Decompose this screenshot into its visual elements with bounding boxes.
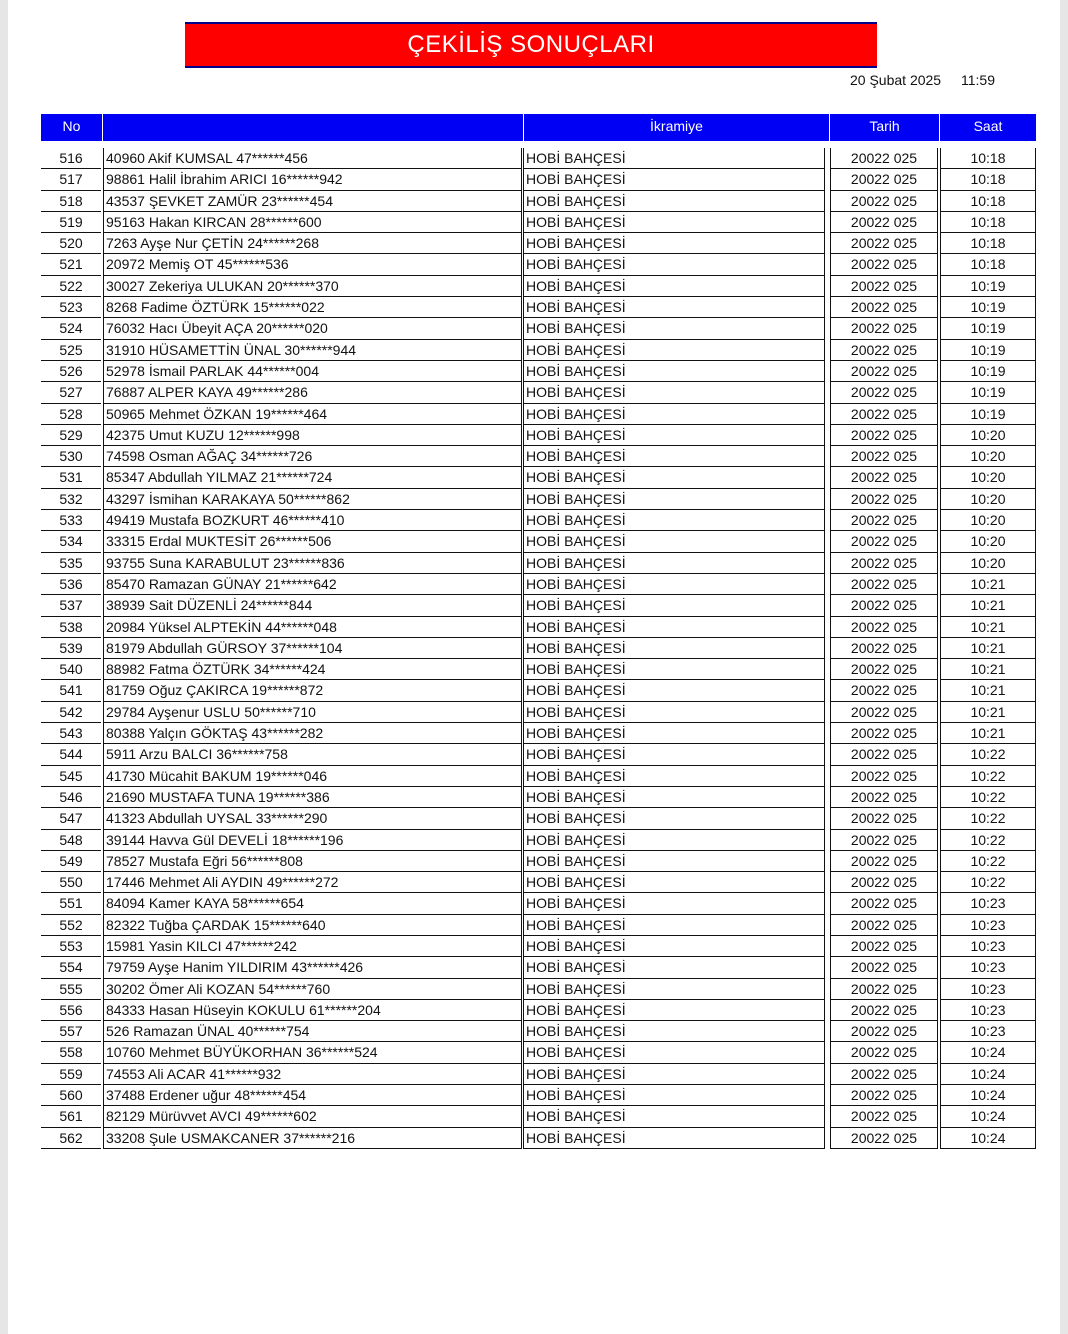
table-row (41, 787, 1036, 808)
row-prize: HOBİ BAHÇESİ (523, 1085, 825, 1106)
row-date: 20022 025 (830, 617, 938, 638)
row-prize: HOBİ BAHÇESİ (523, 1000, 825, 1021)
row-prize: HOBİ BAHÇESİ (523, 489, 825, 510)
row-time: 10:23 (940, 915, 1036, 936)
row-date: 20022 025 (830, 148, 938, 169)
row-number: 524 (41, 318, 101, 339)
row-number: 558 (41, 1042, 101, 1063)
row-time: 10:19 (940, 382, 1036, 403)
print-date: 20 Şubat 2025 (850, 72, 942, 88)
table-row (41, 1106, 1036, 1127)
column-header-no: No (41, 114, 103, 141)
row-time: 10:19 (940, 276, 1036, 297)
row-time: 10:20 (940, 531, 1036, 552)
row-participant: 43537 ŞEVKET ZAMÜR 23******454 (103, 191, 522, 212)
table-row (41, 595, 1036, 616)
row-date: 20022 025 (830, 467, 938, 488)
row-time: 10:24 (940, 1064, 1036, 1085)
row-prize: HOBİ BAHÇESİ (523, 404, 825, 425)
row-number: 540 (41, 659, 101, 680)
row-time: 10:23 (940, 979, 1036, 1000)
row-prize: HOBİ BAHÇESİ (523, 553, 825, 574)
row-number: 560 (41, 1085, 101, 1106)
row-date: 20022 025 (830, 1106, 938, 1127)
row-prize: HOBİ BAHÇESİ (523, 638, 825, 659)
table-row (41, 893, 1036, 914)
table-row (41, 467, 1036, 488)
row-prize: HOBİ BAHÇESİ (523, 191, 825, 212)
row-number: 532 (41, 489, 101, 510)
row-date: 20022 025 (830, 169, 938, 190)
table-row (41, 1021, 1036, 1042)
row-participant: 80388 Yalçın GÖKTAŞ 43******282 (103, 723, 522, 744)
table-row (41, 297, 1036, 318)
row-prize: HOBİ BAHÇESİ (523, 1128, 825, 1149)
row-participant: 84333 Hasan Hüseyin KOKULU 61******204 (103, 1000, 522, 1021)
row-participant: 8268 Fadime ÖZTÜRK 15******022 (103, 297, 522, 318)
row-date: 20022 025 (830, 553, 938, 574)
row-time: 10:19 (940, 297, 1036, 318)
page-title: ÇEKİLİŞ SONUÇLARI (185, 22, 877, 68)
row-participant: 33208 Şule USMAKCANER 37******216 (103, 1128, 522, 1149)
row-date: 20022 025 (830, 702, 938, 723)
row-number: 548 (41, 830, 101, 851)
table-row (41, 531, 1036, 552)
row-prize: HOBİ BAHÇESİ (523, 702, 825, 723)
row-time: 10:20 (940, 553, 1036, 574)
row-number: 520 (41, 233, 101, 254)
table-row (41, 936, 1036, 957)
row-participant: 74553 Ali ACAR 41******932 (103, 1064, 522, 1085)
row-number: 528 (41, 404, 101, 425)
row-date: 20022 025 (830, 297, 938, 318)
row-number: 559 (41, 1064, 101, 1085)
row-time: 10:21 (940, 680, 1036, 701)
row-participant: 20972 Memiş OT 45******536 (103, 254, 522, 275)
row-time: 10:19 (940, 404, 1036, 425)
row-date: 20022 025 (830, 574, 938, 595)
row-date: 20022 025 (830, 936, 938, 957)
row-time: 10:23 (940, 957, 1036, 978)
table-row (41, 233, 1036, 254)
table-row (41, 510, 1036, 531)
row-prize: HOBİ BAHÇESİ (523, 212, 825, 233)
row-date: 20022 025 (830, 382, 938, 403)
table-row (41, 723, 1036, 744)
row-number: 516 (41, 148, 101, 169)
results-table (41, 148, 1036, 1149)
row-time: 10:21 (940, 638, 1036, 659)
row-prize: HOBİ BAHÇESİ (523, 936, 825, 957)
table-row (41, 553, 1036, 574)
table-row (41, 830, 1036, 851)
row-participant: 31910 HÜSAMETTİN ÜNAL 30******944 (103, 340, 522, 361)
row-number: 526 (41, 361, 101, 382)
row-number: 545 (41, 766, 101, 787)
row-date: 20022 025 (830, 659, 938, 680)
row-date: 20022 025 (830, 1128, 938, 1149)
row-date: 20022 025 (830, 361, 938, 382)
row-number: 534 (41, 531, 101, 552)
row-number: 547 (41, 808, 101, 829)
table-header (41, 114, 1036, 141)
row-date: 20022 025 (830, 723, 938, 744)
row-time: 10:22 (940, 766, 1036, 787)
row-time: 10:22 (940, 872, 1036, 893)
row-number: 536 (41, 574, 101, 595)
row-prize: HOBİ BAHÇESİ (523, 148, 825, 169)
row-participant: 74598 Osman AĞAÇ 34******726 (103, 446, 522, 467)
row-time: 10:23 (940, 936, 1036, 957)
table-row (41, 915, 1036, 936)
table-row (41, 148, 1036, 169)
row-prize: HOBİ BAHÇESİ (523, 425, 825, 446)
table-row (41, 382, 1036, 403)
row-number: 527 (41, 382, 101, 403)
row-number: 546 (41, 787, 101, 808)
row-participant: 526 Ramazan ÜNAL 40******754 (103, 1021, 522, 1042)
row-number: 542 (41, 702, 101, 723)
table-row (41, 318, 1036, 339)
row-date: 20022 025 (830, 276, 938, 297)
column-header-time: Saat (973, 118, 1003, 134)
row-participant: 43297 İsmihan KARAKAYA 50******862 (103, 489, 522, 510)
row-prize: HOBİ BAHÇESİ (523, 318, 825, 339)
print-datetime (850, 72, 995, 88)
row-participant: 38939 Sait DÜZENLİ 24******844 (103, 595, 522, 616)
row-date: 20022 025 (830, 191, 938, 212)
print-time: 11:59 (960, 72, 995, 88)
table-row (41, 957, 1036, 978)
row-participant: 41323 Abdullah UYSAL 33******290 (103, 808, 522, 829)
row-time: 10:23 (940, 1000, 1036, 1021)
row-date: 20022 025 (830, 766, 938, 787)
table-row (41, 638, 1036, 659)
row-time: 10:19 (940, 340, 1036, 361)
row-prize: HOBİ BAHÇESİ (523, 808, 825, 829)
row-prize: HOBİ BAHÇESİ (523, 361, 825, 382)
row-number: 557 (41, 1021, 101, 1042)
row-date: 20022 025 (830, 1064, 938, 1085)
row-prize: HOBİ BAHÇESİ (523, 830, 825, 851)
row-time: 10:24 (940, 1042, 1036, 1063)
row-date: 20022 025 (830, 446, 938, 467)
row-time: 10:22 (940, 787, 1036, 808)
row-prize: HOBİ BAHÇESİ (523, 744, 825, 765)
row-time: 10:20 (940, 510, 1036, 531)
row-participant: 29784 Ayşenur USLU 50******710 (103, 702, 522, 723)
row-date: 20022 025 (830, 744, 938, 765)
row-time: 10:21 (940, 617, 1036, 638)
column-header-name (103, 114, 524, 141)
row-time: 10:18 (940, 169, 1036, 190)
table-row (41, 489, 1036, 510)
row-prize: HOBİ BAHÇESİ (523, 979, 825, 1000)
row-date: 20022 025 (830, 851, 938, 872)
row-number: 553 (41, 936, 101, 957)
table-row (41, 574, 1036, 595)
row-number: 538 (41, 617, 101, 638)
row-participant: 7263 Ayşe Nur ÇETİN 24******268 (103, 233, 522, 254)
table-row (41, 446, 1036, 467)
row-number: 535 (41, 553, 101, 574)
row-participant: 42375 Umut KUZU 12******998 (103, 425, 522, 446)
row-date: 20022 025 (830, 510, 938, 531)
table-row (41, 659, 1036, 680)
row-date: 20022 025 (830, 340, 938, 361)
row-prize: HOBİ BAHÇESİ (523, 1064, 825, 1085)
row-participant: 85470 Ramazan GÜNAY 21******642 (103, 574, 522, 595)
row-prize: HOBİ BAHÇESİ (523, 957, 825, 978)
row-prize: HOBİ BAHÇESİ (523, 467, 825, 488)
row-participant: 39144 Havva Gül DEVELİ 18******196 (103, 830, 522, 851)
row-date: 20022 025 (830, 425, 938, 446)
row-number: 529 (41, 425, 101, 446)
row-time: 10:18 (940, 212, 1036, 233)
row-number: 552 (41, 915, 101, 936)
document-page (8, 0, 1060, 1334)
row-participant: 30027 Zekeriya ULUKAN 20******370 (103, 276, 522, 297)
row-participant: 76032 Hacı Übeyit AÇA 20******020 (103, 318, 522, 339)
row-prize: HOBİ BAHÇESİ (523, 574, 825, 595)
row-prize: HOBİ BAHÇESİ (523, 276, 825, 297)
row-participant: 30202 Ömer Ali KOZAN 54******760 (103, 979, 522, 1000)
row-prize: HOBİ BAHÇESİ (523, 340, 825, 361)
row-number: 541 (41, 680, 101, 701)
row-participant: 37488 Erdener uğur 48******454 (103, 1085, 522, 1106)
row-participant: 79759 Ayşe Hanim YILDIRIM 43******426 (103, 957, 522, 978)
row-date: 20022 025 (830, 254, 938, 275)
row-time: 10:21 (940, 702, 1036, 723)
row-time: 10:23 (940, 893, 1036, 914)
row-number: 518 (41, 191, 101, 212)
row-date: 20022 025 (830, 787, 938, 808)
table-row (41, 276, 1036, 297)
row-prize: HOBİ BAHÇESİ (523, 766, 825, 787)
table-row (41, 361, 1036, 382)
row-number: 539 (41, 638, 101, 659)
column-header-date: Tarih (830, 114, 940, 141)
row-number: 549 (41, 851, 101, 872)
row-participant: 93755 Suna KARABULUT 23******836 (103, 553, 522, 574)
row-time: 10:21 (940, 659, 1036, 680)
table-row (41, 1064, 1036, 1085)
table-row (41, 191, 1036, 212)
row-participant: 88982 Fatma ÖZTÜRK 34******424 (103, 659, 522, 680)
row-prize: HOBİ BAHÇESİ (523, 851, 825, 872)
row-prize: HOBİ BAHÇESİ (523, 659, 825, 680)
row-time: 10:19 (940, 361, 1036, 382)
row-participant: 76887 ALPER KAYA 49******286 (103, 382, 522, 403)
row-time: 10:18 (940, 148, 1036, 169)
row-prize: HOBİ BAHÇESİ (523, 382, 825, 403)
row-participant: 81979 Abdullah GÜRSOY 37******104 (103, 638, 522, 659)
row-participant: 17446 Mehmet Ali AYDIN 49******272 (103, 872, 522, 893)
row-participant: 49419 Mustafa BOZKURT 46******410 (103, 510, 522, 531)
row-prize: HOBİ BAHÇESİ (523, 723, 825, 744)
row-date: 20022 025 (830, 830, 938, 851)
table-row (41, 851, 1036, 872)
table-row (41, 404, 1036, 425)
row-participant: 95163 Hakan KIRCAN 28******600 (103, 212, 522, 233)
table-row (41, 744, 1036, 765)
row-time: 10:24 (940, 1085, 1036, 1106)
row-date: 20022 025 (830, 595, 938, 616)
row-participant: 5911 Arzu BALCI 36******758 (103, 744, 522, 765)
row-prize: HOBİ BAHÇESİ (523, 787, 825, 808)
row-prize: HOBİ BAHÇESİ (523, 872, 825, 893)
row-number: 530 (41, 446, 101, 467)
row-number: 519 (41, 212, 101, 233)
row-number: 551 (41, 893, 101, 914)
table-row (41, 766, 1036, 787)
row-time: 10:24 (940, 1106, 1036, 1127)
row-date: 20022 025 (830, 680, 938, 701)
row-number: 521 (41, 254, 101, 275)
table-row (41, 808, 1036, 829)
row-number: 554 (41, 957, 101, 978)
row-date: 20022 025 (830, 1000, 938, 1021)
row-prize: HOBİ BAHÇESİ (523, 915, 825, 936)
row-prize: HOBİ BAHÇESİ (523, 595, 825, 616)
row-time: 10:21 (940, 595, 1036, 616)
row-participant: 50965 Mehmet ÖZKAN 19******464 (103, 404, 522, 425)
table-row (41, 617, 1036, 638)
row-prize: HOBİ BAHÇESİ (523, 680, 825, 701)
row-participant: 41730 Mücahit BAKUM 19******046 (103, 766, 522, 787)
row-prize: HOBİ BAHÇESİ (523, 893, 825, 914)
row-number: 531 (41, 467, 101, 488)
row-date: 20022 025 (830, 893, 938, 914)
row-time: 10:20 (940, 425, 1036, 446)
row-number: 522 (41, 276, 101, 297)
table-row (41, 340, 1036, 361)
row-date: 20022 025 (830, 957, 938, 978)
table-row (41, 702, 1036, 723)
row-date: 20022 025 (830, 489, 938, 510)
row-time: 10:21 (940, 723, 1036, 744)
table-row (41, 979, 1036, 1000)
row-participant: 21690 MUSTAFA TUNA 19******386 (103, 787, 522, 808)
row-date: 20022 025 (830, 1042, 938, 1063)
table-row (41, 1000, 1036, 1021)
table-row (41, 680, 1036, 701)
row-date: 20022 025 (830, 212, 938, 233)
row-participant: 52978 İsmail PARLAK 44******004 (103, 361, 522, 382)
row-number: 523 (41, 297, 101, 318)
row-prize: HOBİ BAHÇESİ (523, 510, 825, 531)
row-prize: HOBİ BAHÇESİ (523, 1106, 825, 1127)
row-participant: 40960 Akif KUMSAL 47******456 (103, 148, 522, 169)
row-participant: 81759 Oğuz ÇAKIRCA 19******872 (103, 680, 522, 701)
row-participant: 85347 Abdullah YILMAZ 21******724 (103, 467, 522, 488)
row-time: 10:20 (940, 489, 1036, 510)
row-number: 550 (41, 872, 101, 893)
table-row (41, 1085, 1036, 1106)
row-participant: 82129 Mürüvvet AVCI 49******602 (103, 1106, 522, 1127)
row-participant: 10760 Mehmet BÜYÜKORHAN 36******524 (103, 1042, 522, 1063)
table-row (41, 1042, 1036, 1063)
row-time: 10:19 (940, 318, 1036, 339)
row-time: 10:22 (940, 830, 1036, 851)
row-participant: 98861 Halil İbrahim ARICI 16******942 (103, 169, 522, 190)
row-prize: HOBİ BAHÇESİ (523, 617, 825, 638)
row-number: 561 (41, 1106, 101, 1127)
table-row (41, 254, 1036, 275)
row-date: 20022 025 (830, 915, 938, 936)
row-number: 555 (41, 979, 101, 1000)
row-time: 10:22 (940, 744, 1036, 765)
table-row (41, 1128, 1036, 1149)
row-time: 10:23 (940, 1021, 1036, 1042)
row-date: 20022 025 (830, 638, 938, 659)
row-prize: HOBİ BAHÇESİ (523, 297, 825, 318)
row-time: 10:18 (940, 233, 1036, 254)
table-row (41, 425, 1036, 446)
row-prize: HOBİ BAHÇESİ (523, 1021, 825, 1042)
row-number: 533 (41, 510, 101, 531)
column-header-prize: İkramiye (524, 114, 830, 141)
row-time: 10:24 (940, 1128, 1036, 1149)
row-time: 10:18 (940, 254, 1036, 275)
row-number: 562 (41, 1128, 101, 1149)
row-participant: 84094 Kamer KAYA 58******654 (103, 893, 522, 914)
table-row (41, 212, 1036, 233)
row-date: 20022 025 (830, 979, 938, 1000)
row-prize: HOBİ BAHÇESİ (523, 1042, 825, 1063)
row-prize: HOBİ BAHÇESİ (523, 531, 825, 552)
row-participant: 82322 Tuğba ÇARDAK 15******640 (103, 915, 522, 936)
row-time: 10:22 (940, 808, 1036, 829)
row-number: 556 (41, 1000, 101, 1021)
row-time: 10:18 (940, 191, 1036, 212)
row-participant: 78527 Mustafa Eğri 56******808 (103, 851, 522, 872)
row-time: 10:20 (940, 446, 1036, 467)
row-number: 537 (41, 595, 101, 616)
row-number: 517 (41, 169, 101, 190)
row-date: 20022 025 (830, 233, 938, 254)
row-number: 544 (41, 744, 101, 765)
row-number: 543 (41, 723, 101, 744)
row-time: 10:22 (940, 851, 1036, 872)
row-prize: HOBİ BAHÇESİ (523, 446, 825, 467)
table-row (41, 872, 1036, 893)
row-prize: HOBİ BAHÇESİ (523, 233, 825, 254)
row-prize: HOBİ BAHÇESİ (523, 169, 825, 190)
row-participant: 15981 Yasin KILCI 47******242 (103, 936, 522, 957)
row-date: 20022 025 (830, 1085, 938, 1106)
row-participant: 20984 Yüksel ALPTEKİN 44******048 (103, 617, 522, 638)
table-row (41, 169, 1036, 190)
row-date: 20022 025 (830, 808, 938, 829)
row-participant: 33315 Erdal MUKTESİT 26******506 (103, 531, 522, 552)
row-prize: HOBİ BAHÇESİ (523, 254, 825, 275)
row-time: 10:20 (940, 467, 1036, 488)
row-date: 20022 025 (830, 872, 938, 893)
row-number: 525 (41, 340, 101, 361)
row-time: 10:21 (940, 574, 1036, 595)
row-date: 20022 025 (830, 531, 938, 552)
row-date: 20022 025 (830, 318, 938, 339)
row-date: 20022 025 (830, 404, 938, 425)
row-date: 20022 025 (830, 1021, 938, 1042)
